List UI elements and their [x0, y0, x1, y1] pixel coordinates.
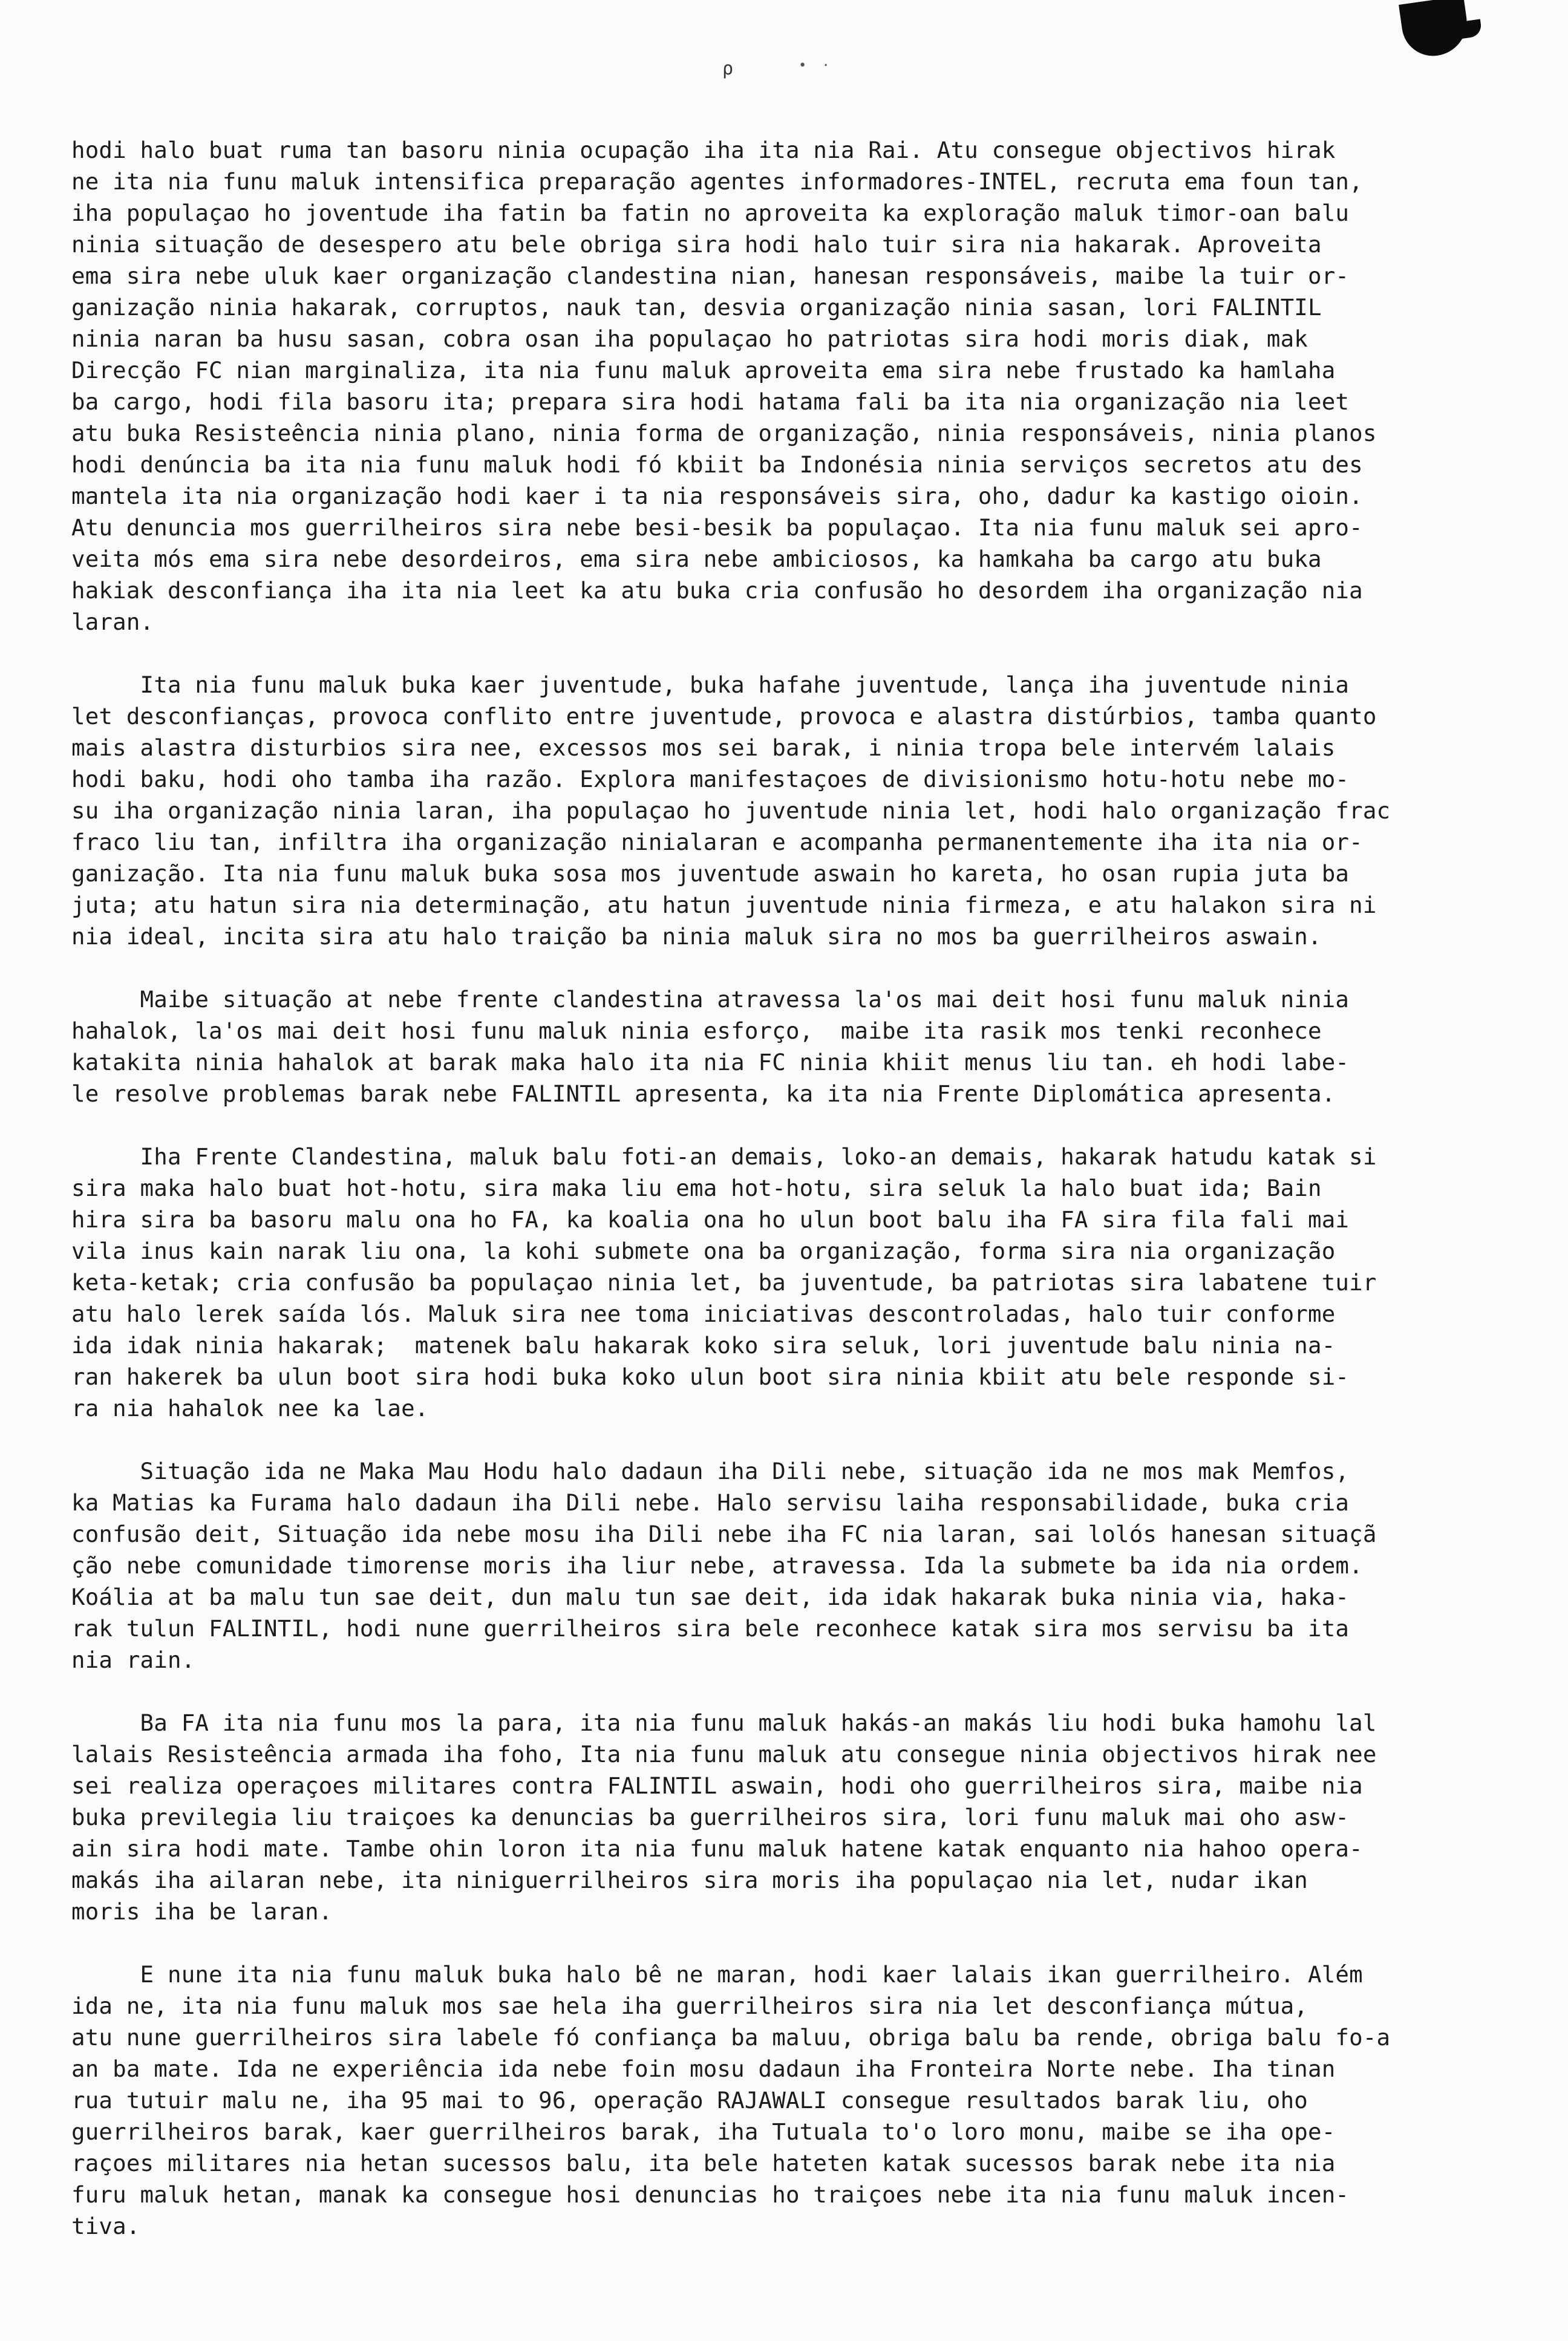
paragraph-gap: [71, 952, 1523, 984]
text-line: ninia situação de desespero atu bele obriga sira hodi halo tuir sira nia hakarak. Aproveita: [71, 231, 1322, 258]
text-line: ganização ninia hakarak, corruptos, nauk tan, desvia organização ninia sasan, lori FALINTIL: [71, 294, 1322, 321]
text-line: mais alastra disturbios sira nee, excessos mos sei barak, i ninia tropa bele intervém lalais: [71, 734, 1336, 761]
text-line: Ita nia funu maluk buka kaer juventude, buka hafahe juventude, lança iha juventude ninia: [71, 671, 1350, 698]
text-line: nia rain.: [71, 1647, 195, 1673]
text-line: Situação ida ne Maka Mau Hodu halo dadaun iha Dili nebe, situação ida ne mos mak Memfos,: [71, 1458, 1350, 1484]
paragraph: [71, 669, 1523, 952]
text-line: hodi denúncia ba ita nia funu maluk hodi fó kbiit ba Indonésia ninia serviços secretos atu des: [71, 451, 1363, 478]
text-line: juta; atu hatun sira nia determinação, atu hatun juventude ninia firmeza, e atu halakon sira ni: [71, 892, 1377, 918]
text-line: ran hakerek ba ulun boot sira hodi buka koko ulun boot sira ninia kbiit atu bele responde si-: [71, 1363, 1350, 1390]
text-line: atu buka Resisteência ninia plano, ninia forma de organização, ninia responsáveis, ninia planos: [71, 420, 1377, 446]
text-line: rak tulun FALINTIL, hodi nune guerrilheiros sira bele reconhece katak sira mos servisu ba ita: [71, 1615, 1350, 1642]
text-line: hakiak desconfiança iha ita nia leet ka atu buka cria confusão ho desordem iha organização nia: [71, 577, 1363, 604]
text-line: lalais Resisteência armada iha foho, Ita nia funu maluk atu consegue ninia objectivos hirak nee: [71, 1741, 1377, 1768]
text-line: tiva.: [71, 2213, 140, 2239]
text-line: nia ideal, incita sira atu halo traição ba ninia maluk sira no mos ba guerrilheiros aswain.: [71, 923, 1322, 950]
text-line: keta-ketak; cria confusão ba populaçao ninia let, ba juventude, ba patriotas sira labatene tuir: [71, 1269, 1377, 1296]
text-line: hahalok, la'os mai deit hosi funu maluk ninia esforço, maibe ita rasik mos tenki reconhece: [71, 1017, 1322, 1044]
text-line: ka Matias ka Furama halo dadaun iha Dili nebe. Halo servisu laiha responsabilidade, buka cria: [71, 1489, 1350, 1516]
text-line: hodi halo buat ruma tan basoru ninia ocupação iha ita nia Rai. Atu consegue objectivos hirak: [71, 137, 1336, 163]
text-line: makás iha ailaran nebe, ita niniguerrilheiros sira moris iha populaçao nia let, nudar ikan: [71, 1867, 1308, 1893]
text-line: Iha Frente Clandestina, maluk balu foti-an demais, loko-an demais, hakarak hatudu katak si: [71, 1143, 1377, 1170]
typewritten-body: [71, 134, 1523, 2242]
text-line: su iha organização ninia laran, iha populaçao ho juventude ninia let, hodi halo organização frac: [71, 797, 1391, 824]
text-line: veita mós ema sira nebe desordeiros, ema sira nebe ambiciosos, ka hamkaha ba cargo atu buka: [71, 546, 1322, 572]
text-line: le resolve problemas barak nebe FALINTIL apresenta, ka ita nia Frente Diplomática apresenta.: [71, 1080, 1336, 1107]
text-line: ganização. Ita nia funu maluk buka sosa mos juventude aswain ho kareta, ho osan rupia juta ba: [71, 860, 1350, 887]
text-line: moris iha be laran.: [71, 1898, 333, 1925]
paragraph: [71, 134, 1523, 638]
text-line: atu nune guerrilheiros sira labele fó confiança ba maluu, obriga balu ba rende, obriga balu fo-a: [71, 2024, 1391, 2051]
text-line: Direcção FC nian marginaliza, ita nia funu maluk aproveita ema sira nebe frustado ka hamlaha: [71, 357, 1336, 384]
text-line: Koália at ba malu tun sae deit, dun malu tun sae deit, ida idak hakarak buka ninia via, haka-: [71, 1584, 1350, 1610]
text-line: sira maka halo buat hot-hotu, sira maka liu ema hot-hotu, sira seluk la halo buat ida; Bain: [71, 1175, 1322, 1201]
paragraph-gap: [71, 1109, 1523, 1141]
text-line: sei realiza operaçoes militares contra FALINTIL aswain, hodi oho guerrilheiros sira, maibe nia: [71, 1772, 1363, 1799]
text-line: ain sira hodi mate. Tambe ohin loron ita nia funu maluk hatene katak enquanto nia hahoo opera-: [71, 1835, 1363, 1862]
text-line: Atu denuncia mos guerrilheiros sira nebe besi-besik ba populaçao. Ita nia funu maluk sei apro-: [71, 514, 1363, 541]
text-line: Ba FA ita nia funu mos la para, ita nia funu maluk hakás-an makás liu hodi buka hamohu lal: [71, 1709, 1377, 1736]
paragraph: [71, 1959, 1523, 2242]
paragraph-gap: [71, 1676, 1523, 1707]
text-line: E nune ita nia funu maluk buka halo bê ne maran, hodi kaer lalais ikan guerrilheiro. Além: [71, 1961, 1363, 1988]
text-line: ne ita nia funu maluk intensifica preparação agentes informadores-INTEL, recruta ema foun tan,: [71, 168, 1363, 195]
text-line: mantela ita nia organização hodi kaer i ta nia responsáveis sira, oho, dadur ka kastigo oioin.: [71, 483, 1363, 509]
text-line: confusão deit, Situação ida nebe mosu iha Dili nebe iha FC nia laran, sai lolós hanesan situaçã: [71, 1521, 1377, 1547]
paragraph: [71, 1707, 1523, 1927]
text-line: ida ne, ita nia funu maluk mos sae hela iha guerrilheiros sira nia let desconfiança mútua,: [71, 1993, 1308, 2019]
text-line: Maibe situação at nebe frente clandestina atravessa la'os mai deit hosi funu maluk ninia: [71, 986, 1350, 1013]
text-line: guerrilheiros barak, kaer guerrilheiros barak, iha Tutuala to'o loro monu, maibe se iha ope-: [71, 2118, 1336, 2145]
paragraph-gap: [71, 638, 1523, 669]
text-line: iha populaçao ho joventude iha fatin ba fatin no aproveita ka exploração maluk timor-oan balu: [71, 200, 1350, 226]
text-line: ninia naran ba husu sasan, cobra osan iha populaçao ho patriotas sira hodi moris diak, mak: [71, 325, 1308, 352]
text-line: hodi baku, hodi oho tamba iha razão. Explora manifestaçoes de divisionismo hotu-hotu nebe mo-: [71, 766, 1350, 792]
paragraph: [71, 984, 1523, 1109]
ink-blot: [1399, 0, 1471, 60]
text-line: vila inus kain narak liu ona, la kohi submete ona ba organização, forma sira nia organização: [71, 1238, 1336, 1264]
ink-specks: • ·: [799, 58, 834, 73]
text-line: buka previlegia liu traiçoes ka denuncias ba guerrilheiros sira, lori funu maluk mai oho asw-: [71, 1804, 1350, 1830]
paragraph-gap: [71, 1424, 1523, 1455]
text-line: rua tutuir malu ne, iha 95 mai to 96, operação RAJAWALI consegue resultados barak liu, oho: [71, 2087, 1308, 2114]
paragraph: [71, 1141, 1523, 1424]
text-line: raçoes militares nia hetan sucessos balu, ita bele hateten katak sucessos barak nebe ita nia: [71, 2150, 1336, 2176]
text-line: katakita ninia hahalok at barak maka halo ita nia FC ninia khiit menus liu tan. eh hodi labe-: [71, 1049, 1350, 1076]
text-line: ção nebe comunidade timorense moris iha liur nebe, atravessa. Ida la submete ba ida nia ordem.: [71, 1552, 1363, 1579]
text-line: let desconfianças, provoca conflito entre juventude, provoca e alastra distúrbios, tamba quanto: [71, 703, 1377, 730]
text-line: ema sira nebe uluk kaer organização clandestina nian, hanesan responsáveis, maibe la tuir or-: [71, 263, 1350, 289]
text-line: atu halo lerek saída lós. Maluk sira nee toma iniciativas descontroladas, halo tuir conforme: [71, 1301, 1336, 1327]
text-line: ida idak ninia hakarak; matenek balu hakarak koko sira seluk, lori juventude balu ninia na-: [71, 1332, 1336, 1359]
text-line: ba cargo, hodi fila basoru ita; prepara sira hodi hatama fali ba ita nia organização nia leet: [71, 388, 1350, 415]
text-line: fraco liu tan, infiltra iha organização ninialaran e acompanha permanentemente iha ita nia or-: [71, 829, 1363, 855]
text-line: an ba mate. Ida ne experiência ida nebe foin mosu dadaun iha Fronteira Norte nebe. Iha tinan: [71, 2055, 1336, 2082]
text-line: furu maluk hetan, manak ka consegue hosi denuncias ho traiçoes nebe ita nia funu maluk incen-: [71, 2181, 1350, 2208]
text-line: laran.: [71, 609, 154, 635]
text-line: hira sira ba basoru malu ona ho FA, ka koalia ona ho ulun boot balu iha FA sira fila fali mai: [71, 1206, 1350, 1233]
paragraph: [71, 1455, 1523, 1676]
page-number: ρ: [722, 58, 734, 79]
paragraph-gap: [71, 1927, 1523, 1959]
text-line: ra nia hahalok nee ka lae.: [71, 1395, 429, 1422]
